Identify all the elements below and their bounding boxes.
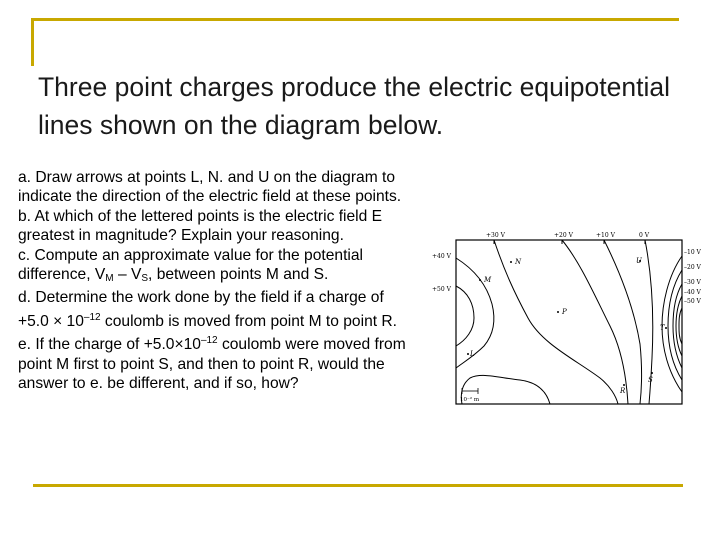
question-c-pre: c. Compute an approximate value for the potential difference, V xyxy=(18,246,363,284)
point-p-dot xyxy=(557,311,559,313)
question-d-post: coulomb is moved from point M to point R. xyxy=(100,312,397,330)
point-l-label: L xyxy=(470,350,475,358)
question-c-sub-s: S xyxy=(141,273,149,285)
label-plus10v: +10 V xyxy=(596,232,615,239)
label-minus50v: –50 V xyxy=(684,298,701,305)
equipotential-line-40v xyxy=(456,258,494,368)
top-voltage-labels xyxy=(486,232,650,239)
lettered-points xyxy=(467,257,667,395)
point-t-dot xyxy=(665,327,667,329)
question-b-text: b. At which of the lettered points is the electric field E greatest in magnitude? Explain your reasoning. xyxy=(18,207,383,245)
scale-bar xyxy=(460,388,480,403)
question-e-exponent: –12 xyxy=(200,335,218,347)
point-m-dot xyxy=(479,279,481,281)
point-n-label: N xyxy=(515,258,522,266)
label-minus30v: –30 V xyxy=(684,279,701,286)
label-minus20v: –20 V xyxy=(684,264,701,271)
point-t-label: T xyxy=(660,324,665,332)
decorative-top-rule xyxy=(31,18,679,21)
label-plus40v: +40 V xyxy=(432,253,451,260)
label-plus30v: +30 V xyxy=(486,232,505,239)
question-b xyxy=(18,207,413,246)
label-minus10v: –10 V xyxy=(684,249,701,256)
equipotential-line-50v xyxy=(456,286,474,346)
question-a xyxy=(18,168,413,207)
point-r-label: R xyxy=(620,387,626,395)
point-s-label: S xyxy=(648,376,653,384)
question-c xyxy=(18,246,413,289)
point-l-dot xyxy=(467,353,469,355)
question-c-post: , between points M and S. xyxy=(148,266,329,284)
question-e-pre: e. If the charge of +5.0×10 xyxy=(18,336,201,354)
question-c-mid: – V xyxy=(113,266,142,284)
question-d-exponent: –12 xyxy=(83,311,101,323)
point-r-dot xyxy=(623,384,625,386)
point-p-label: P xyxy=(562,308,567,316)
question-d xyxy=(18,288,413,331)
question-a-text: a. Draw arrows at points L, N. and U on the diagram to indicate the direction of the electric field at these points. xyxy=(18,169,402,206)
decorative-left-rule xyxy=(31,18,34,66)
equipotential-line-minus30v xyxy=(673,284,682,368)
decorative-bottom-rule xyxy=(33,484,683,487)
equipotential-line-20v xyxy=(562,240,628,404)
scale-bar-label: 10⁻² m xyxy=(460,397,480,403)
right-voltage-labels xyxy=(684,249,702,305)
label-plus50v: +50 V xyxy=(432,286,451,293)
question-e xyxy=(18,331,413,393)
question-list xyxy=(18,168,413,393)
label-minus40v: –40 V xyxy=(684,289,701,296)
label-0v: 0 V xyxy=(639,232,650,239)
point-n-dot xyxy=(510,261,512,263)
point-u-label: U xyxy=(636,257,642,265)
label-plus20v: +20 V xyxy=(554,232,573,239)
question-c-sub-m: M xyxy=(105,273,114,285)
slide-title: Three point charges produce the electric equipotential lines shown on the diagram below. xyxy=(38,72,670,140)
question-e-post: coulomb were moved from point M first to point S, and then to point R, would the answer to e. be different, and if so, how? xyxy=(18,336,406,393)
point-m-label: M xyxy=(484,276,492,284)
point-s-dot xyxy=(651,372,653,374)
equipotential-diagram xyxy=(430,228,701,408)
left-voltage-labels xyxy=(432,253,452,293)
question-d-pre: d. Determine the work done by the field if a charge of +5.0 × 10 xyxy=(18,289,384,330)
